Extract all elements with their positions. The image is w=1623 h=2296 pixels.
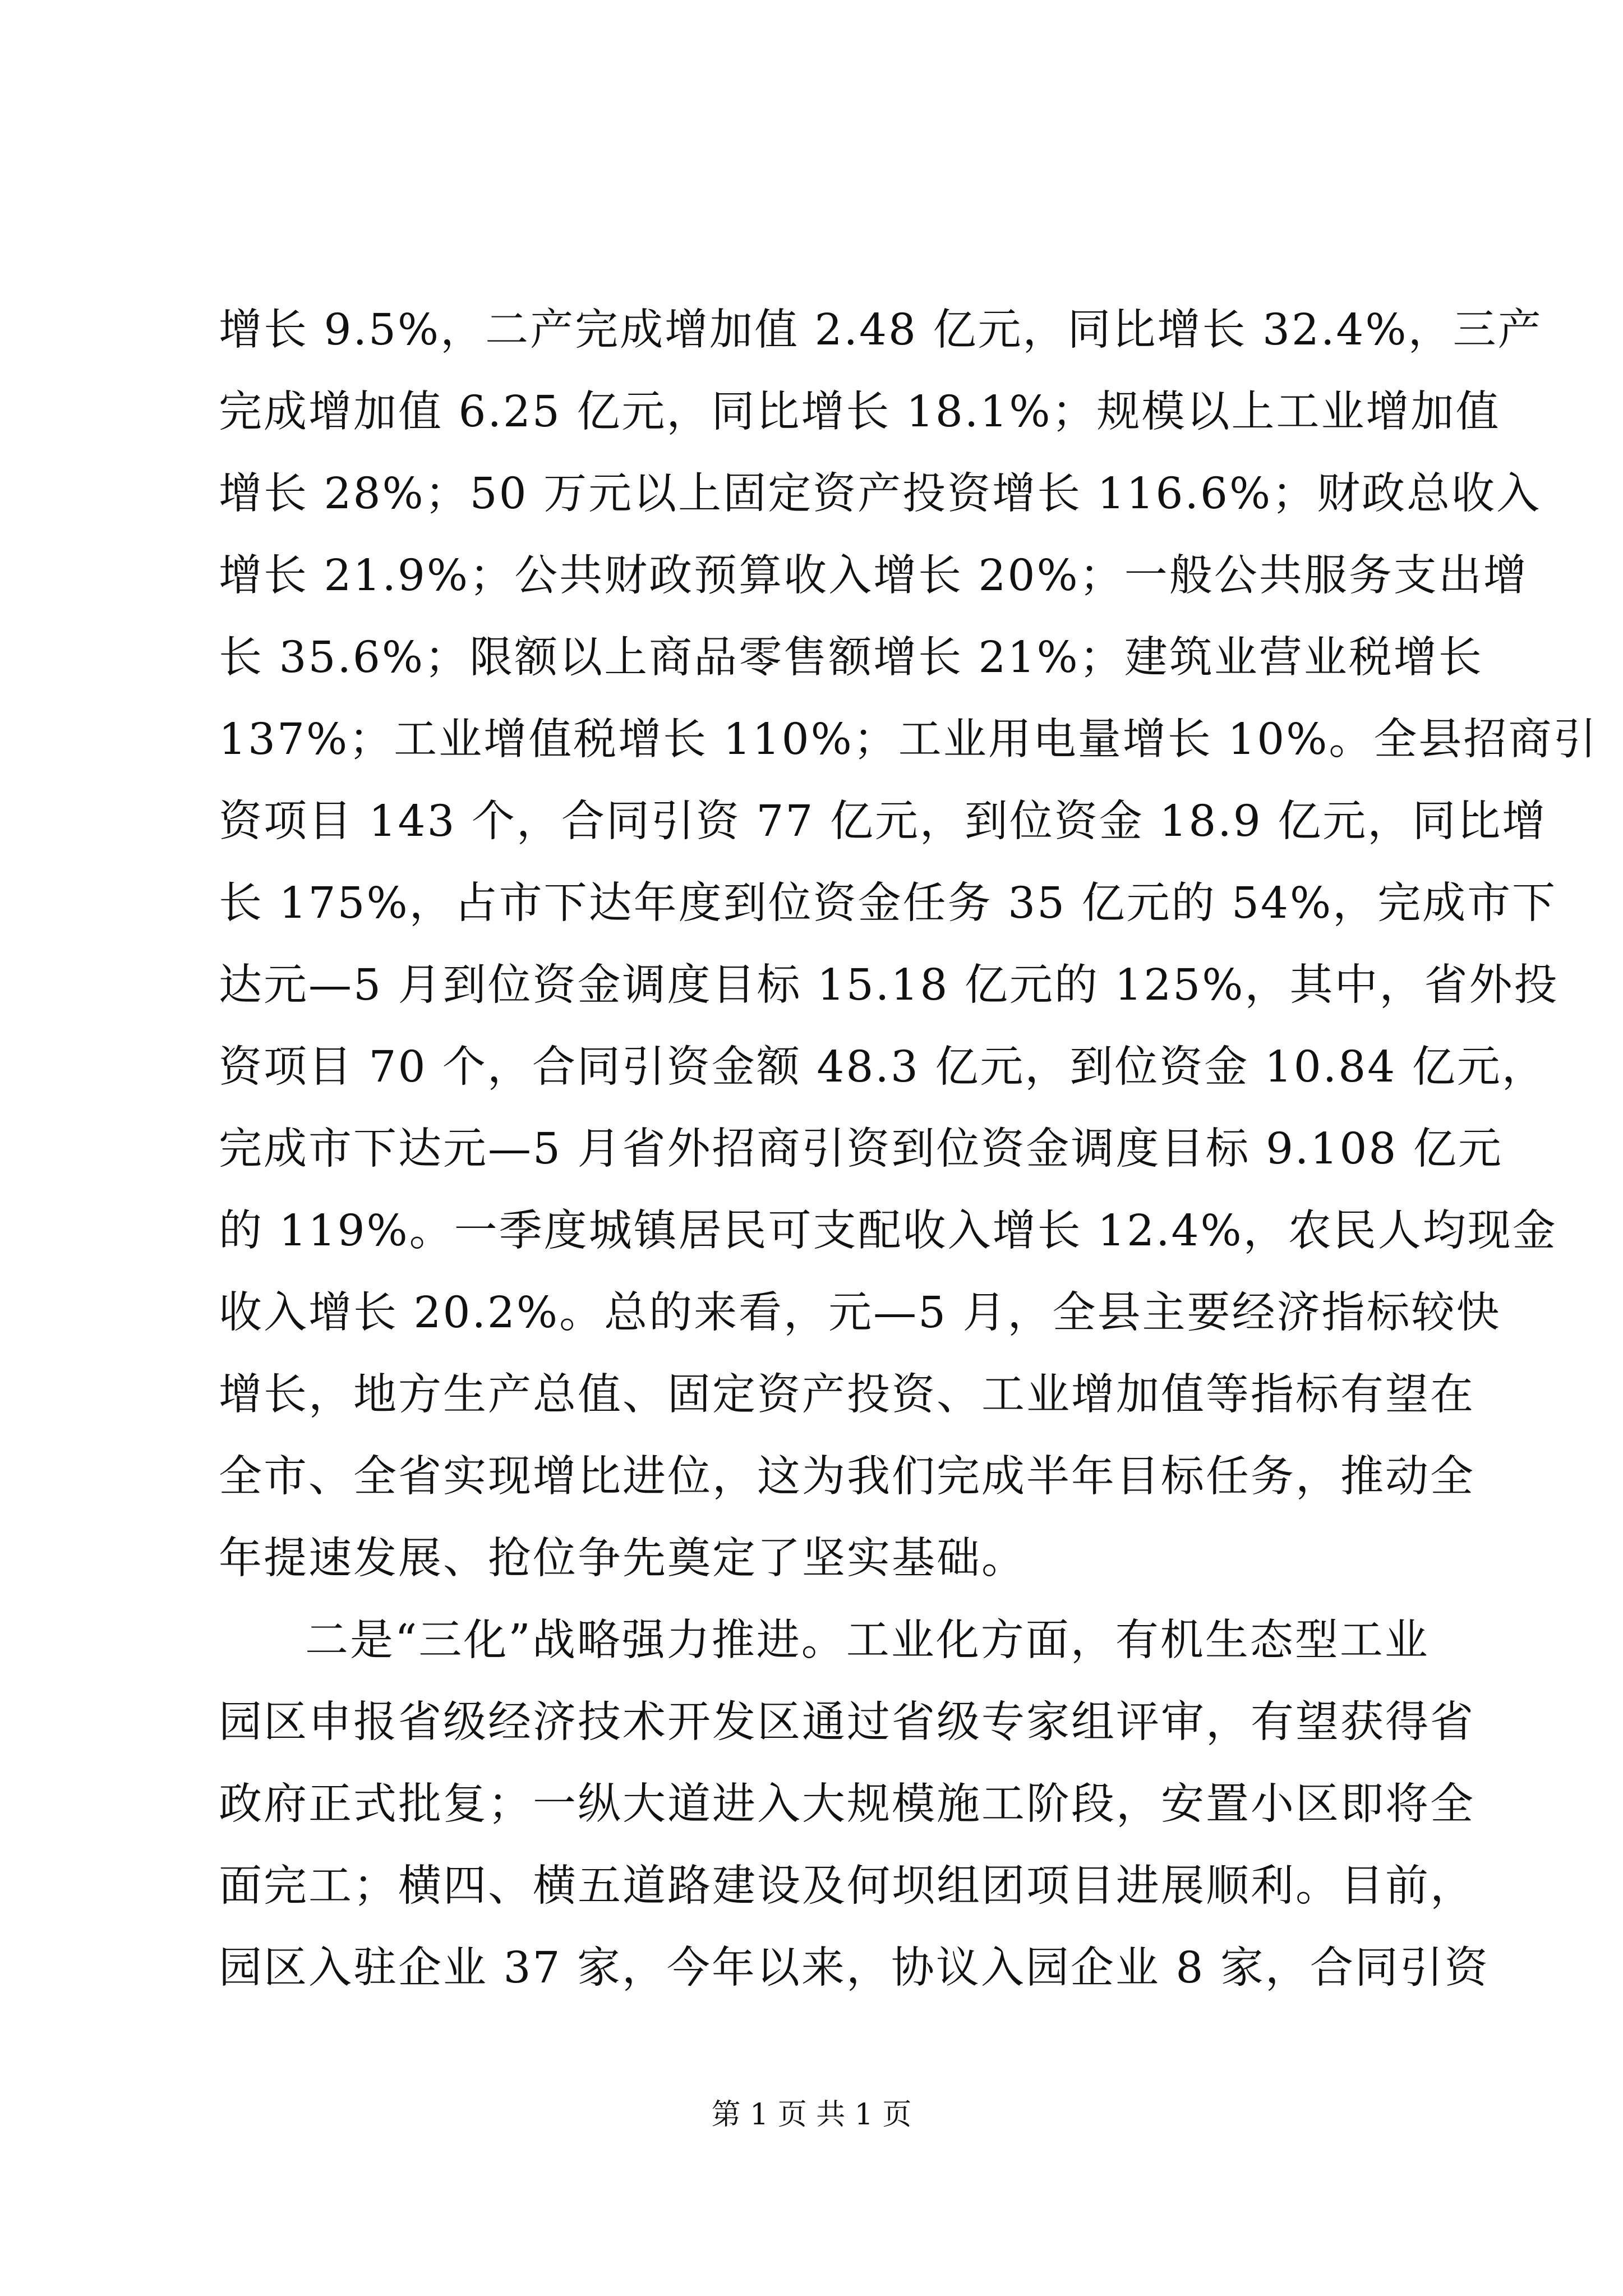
text-line: 完成增加值 6.25 亿元，同比增长 18.1%；规模以上工业增加值 <box>219 387 1501 437</box>
text-line: 增长，地方生产总值、固定资产投资、工业增加值等指标有望在 <box>219 1370 1475 1420</box>
text-line: 政府正式批复；一纵大道进入大规模施工阶段，安置小区即将全 <box>219 1779 1475 1829</box>
text-line: 园区申报省级经济技术开发区通过省级专家组评审，有望获得省 <box>219 1697 1475 1747</box>
text-line: 增长 21.9%；公共财政预算收入增长 20%；一般公共服务支出增 <box>219 551 1528 601</box>
text-line: 收入增长 20.2%。总的来看，元—5 月，全县主要经济指标较快 <box>219 1288 1501 1338</box>
text-line: 资项目 143 个，合同引资 77 亿元，到位资金 18.9 亿元，同比增 <box>219 797 1547 846</box>
paragraph-first-line: 二是“三化”战略强力推进。工业化方面，有机生态型工业 <box>305 1616 1430 1665</box>
text-line: 长 35.6%；限额以上商品零售额增长 21%；建筑业营业税增长 <box>219 633 1483 683</box>
page-number-footer: 第 1 页 共 1 页 <box>711 2098 912 2132</box>
text-line: 达元—5 月到位资金调度目标 15.18 亿元的 125%，其中，省外投 <box>219 960 1559 1010</box>
text-line: 全市、全省实现增比进位，这为我们完成半年目标任务，推动全 <box>219 1452 1475 1502</box>
text-line: 完成市下达元—5 月省外招商引资到位资金调度目标 9.108 亿元 <box>219 1124 1503 1174</box>
text-line: 年提速发展、抢位争先奠定了坚实基础。 <box>219 1534 1026 1584</box>
document-body <box>219 289 1598 2009</box>
text-line: 资项目 70 个，合同引资金额 48.3 亿元，到位资金 10.84 亿元， <box>219 1042 1547 1092</box>
text-line: 增长 28%；50 万元以上固定资产投资增长 116.6%；财政总收入 <box>219 469 1542 519</box>
text-line: 长 175%，占市下达年度到位资金任务 35 亿元的 54%，完成市下 <box>219 878 1557 928</box>
text-line: 园区入驻企业 37 家，今年以来，协议入园企业 8 家，合同引资 <box>219 1943 1490 1993</box>
text-line: 增长 9.5%，二产完成增加值 2.48 亿元，同比增长 32.4%，三产 <box>219 305 1543 355</box>
text-line: 面完工；横四、横五道路建设及何坝组团项目进展顺利。目前， <box>219 1861 1475 1911</box>
text-line: 137%；工业增值税增长 110%；工业用电量增长 10%。全县招商引 <box>219 715 1598 765</box>
text-line: 的 119%。一季度城镇居民可支配收入增长 12.4%，农民人均现金 <box>219 1206 1557 1256</box>
